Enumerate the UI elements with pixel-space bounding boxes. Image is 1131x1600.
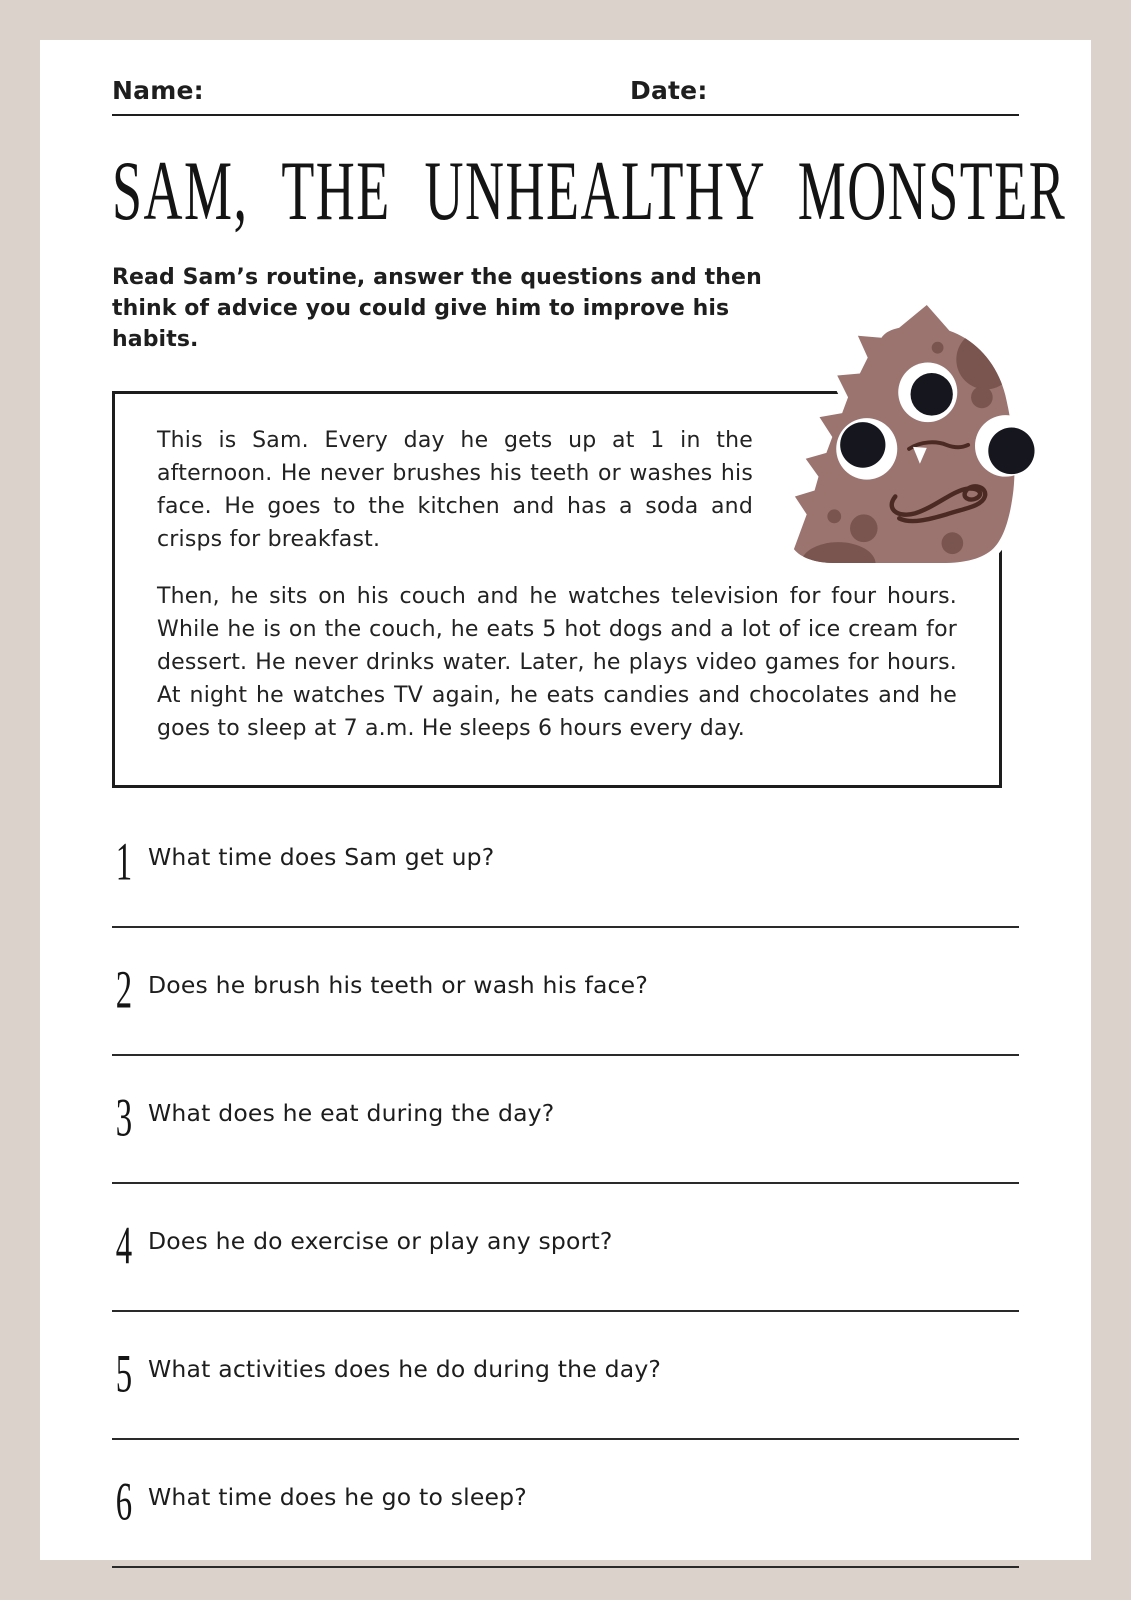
title-wrap — [112, 143, 1067, 240]
date-label: Date: — [630, 76, 708, 105]
question-number: 2 — [115, 961, 133, 1021]
answer-line-3[interactable] — [112, 1182, 1019, 1184]
monster-right-eye — [975, 415, 1036, 477]
monster-left-eye — [836, 418, 897, 480]
passage-paragraph-2: Then, he sits on his couch and he watches television for four hours. While he is on the couch, he eats 5 hot dogs and a lot of ice cream for dessert. He never drinks water. Later, he plays video games for hours. At night he watches TV again, he eats candies and chocolates and he goes to sleep at 7 a.m. He sleeps 6 hours every day. — [157, 584, 957, 741]
question-text: What time does he go to sleep? — [148, 1483, 527, 1511]
question-number: 5 — [115, 1345, 133, 1405]
name-label: Name: — [112, 76, 204, 105]
monster-spot-dot — [971, 386, 993, 408]
header — [112, 76, 1019, 108]
answer-line-6[interactable] — [112, 1566, 1019, 1568]
name-date-writing-line[interactable] — [112, 114, 1019, 116]
question-item-2 — [112, 961, 1019, 1056]
question-text: What time does Sam get up? — [148, 843, 495, 871]
worksheet-page — [40, 40, 1091, 1560]
monster-spot-dot — [932, 342, 944, 354]
question-number: 4 — [115, 1217, 133, 1277]
question-item-4 — [112, 1217, 1019, 1312]
monster-illustration — [789, 302, 1037, 564]
question-text: Does he brush his teeth or wash his face? — [148, 971, 648, 999]
monster-spot-dot — [850, 514, 878, 542]
question-number: 1 — [115, 833, 133, 893]
passage-paragraph-1: This is Sam. Every day he gets up at 1 in the afternoon. He never brushes his teeth or washes his face. He goes to the kitchen and has a soda and crisps for breakfast. — [157, 428, 753, 552]
question-item-5 — [112, 1345, 1019, 1440]
answer-line-5[interactable] — [112, 1438, 1019, 1440]
answer-line-4[interactable] — [112, 1310, 1019, 1312]
question-item-3 — [112, 1089, 1019, 1184]
question-list — [112, 833, 1019, 1568]
worksheet-title: SAM, THE UNHEALTHY MONSTER — [112, 143, 1067, 238]
instructions-text: Read Sam’s routine, answer the questions and then think of advice you could give him to improve his habits. — [112, 265, 762, 352]
answer-line-1[interactable] — [112, 926, 1019, 928]
answer-line-2[interactable] — [112, 1054, 1019, 1056]
question-number: 3 — [115, 1089, 133, 1149]
monster-spot-dot — [942, 532, 964, 554]
question-number: 6 — [115, 1473, 133, 1533]
monster-center-eye — [898, 363, 957, 423]
monster-spot-dot — [827, 509, 841, 523]
reading-passage-box — [112, 391, 1002, 788]
question-text: Does he do exercise or play any sport? — [148, 1227, 613, 1255]
question-text: What activities does he do during the day? — [148, 1355, 662, 1383]
question-item-6 — [112, 1473, 1019, 1568]
question-item-1 — [112, 833, 1019, 928]
question-text: What does he eat during the day? — [148, 1099, 555, 1127]
